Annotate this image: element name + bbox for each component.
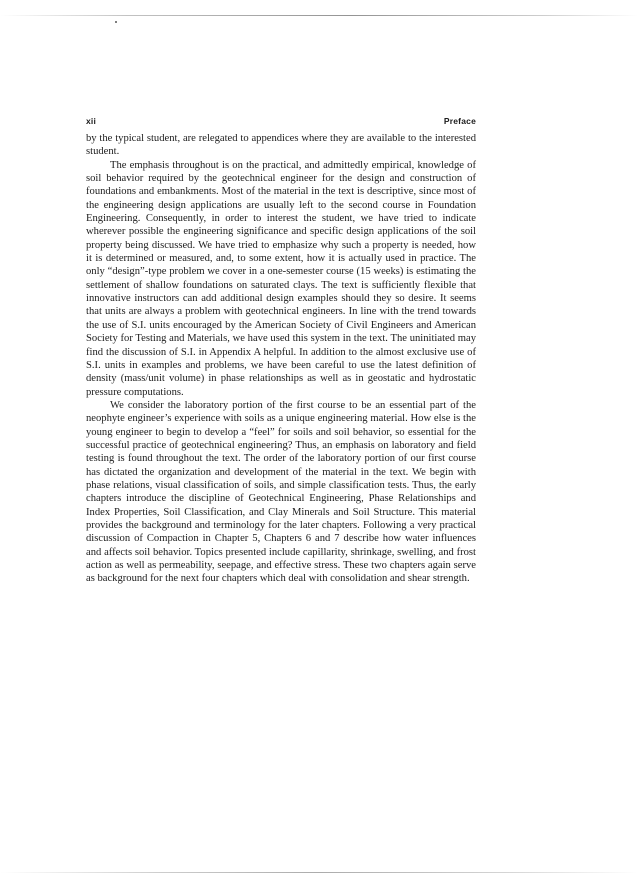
- page-header: [86, 116, 476, 130]
- running-head: Preface: [443, 116, 476, 126]
- paragraph-continuation: by the typical student, are relegated to appendices where they are available to the interested student.: [86, 133, 476, 158]
- paragraph-laboratory: We consider the laboratory portion of the first course to be an essential part of the neophyte engineer’s experience with soils as a unique engineering material. How else is the young engineer to begin to develop a “feel” for soils and soil behavior, so essential for the successful practice of geotechnical engineering? Thus, an emphasis on laboratory and field testing is found throughout the text. The order of the laboratory portion of our first course has dictated the organization and development of the material in the text. We begin with phase relations, visual classification of soils, and simple classification tests. Thus, the early chapters introduce the discipline of Geotechnical Engineering, Phase Relationships and Index Properties, Soil Classification, and Clay Minerals and Soil Structure. This material provides the background and terminology for the later chapters. Following a very practical discussion of Compaction in Chapter 5, Chapters 6 and 7 describe how water influences and affects soil behavior. Topics presented include capillarity, shrinkage, swelling, and frost action as well as permeability, seepage, and effective stress. These two chapters again serve as background for the next four chapters which deal with consolidation and shear strength.: [86, 399, 476, 585]
- scan-speck: [115, 21, 117, 23]
- scan-edge-top: [0, 15, 638, 16]
- page-number: xii: [86, 116, 97, 126]
- paragraph-emphasis: The emphasis throughout is on the practical, and admittedly empirical, knowledge of soil behavior required by the geotechnical engineer for the design and construction of foundations and embankments. Most of the material in the text is descriptive, since most of the engineering design applications are usually left to the second course in Foundation Engineering. Consequently, in order to interest the student, we have tried to indicate wherever possible the engineering significance and specific design applications of the soil property being discussed. We have tried to emphasize why such a property is needed, how it is determined or measured, and, to some extent, how it is actually used in practice. The only “design”-type problem we cover in a one-semester course (15 weeks) is estimating the settlement of shallow foundations on saturated clays. The text is sufficiently flexible that innovative instructors can add additional design examples should they so desire. It seems that units are always a problem with geotechnical engineers. In line with the trend towards the use of S.I. units encouraged by the American Society of Civil Engineers and American Society for Testing and Materials, we have used this system in the text. The uninitiated may find the discussion of S.I. in Appendix A helpful. In addition to the almost exclusive use of S.I. units in examples and problems, we have been careful to use the latest definition of density (mass/unit volume) in phase relationships as well as in geostatic and hydrostatic pressure computations.: [86, 159, 476, 398]
- body-text: [86, 132, 476, 586]
- scan-edge-bottom: [0, 872, 638, 873]
